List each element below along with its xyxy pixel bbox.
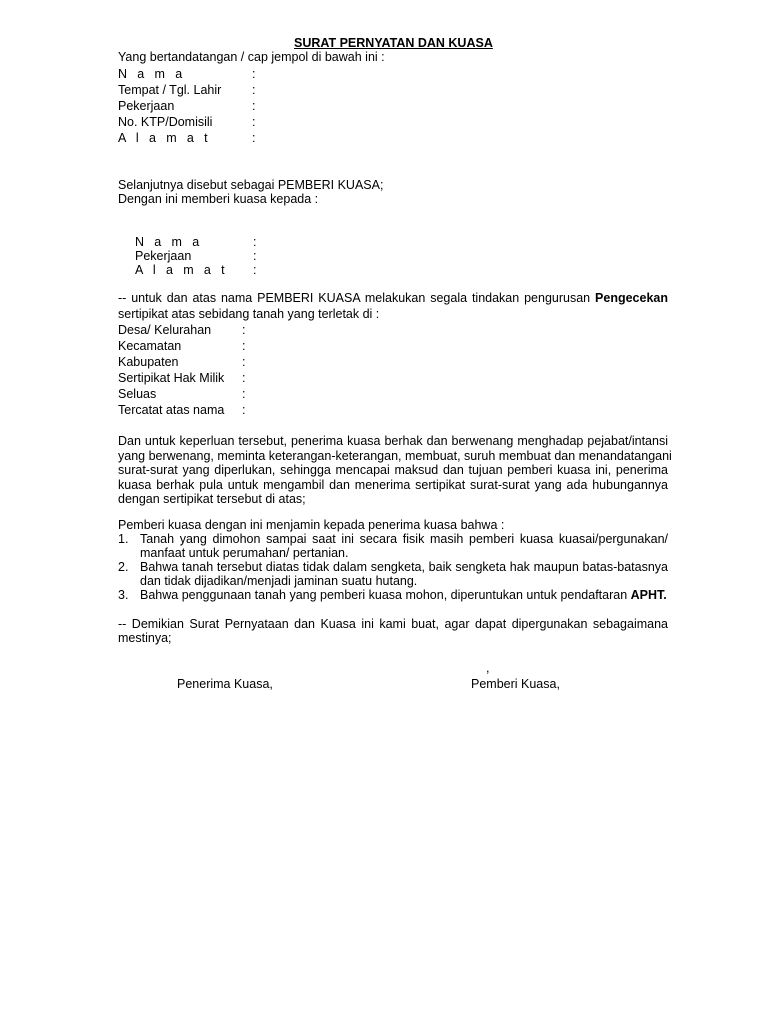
guarantee-2-number: 2. [118,560,129,574]
authority-line-1: Dan untuk keperluan tersebut, penerima kuasa berhak dan berwenang menghadap pejabat/intansi [118,434,668,448]
closing-line-1: -- Demikian Surat Pernyataan dan Kuasa ini kami buat, agar dapat dipergunakan sebagaimana [118,617,668,631]
referred-as-line: Selanjutnya disebut sebagai PEMBERI KUASA; [118,178,384,192]
grantor-job-sep: : [252,99,256,113]
grantor-address-sep: : [252,131,256,145]
document-title: SURAT PERNYATAN DAN KUASA [294,36,493,50]
grantee-name-sep: : [253,235,257,249]
land-certificate-label: Sertipikat Hak Milik [118,371,225,385]
land-district-sep: : [242,339,246,353]
authority-line-4: kuasa berhak pula untuk mengambil dan menerima sertipikat surat-surat yang ada hubungannya [118,477,668,492]
land-owner-sep: : [242,403,246,417]
guarantee-1-line-1: Tanah yang dimohon sampai saat ini secara fisik masih pemberi kuasa kuasai/pergunakan/ [140,532,668,546]
land-regency-label: Kabupaten [118,355,179,369]
receiver-signature-label: Penerima Kuasa, [177,677,273,691]
grantor-birth-label: Tempat / Tgl. Lahir [118,83,222,97]
land-district-label: Kecamatan [118,339,182,353]
grantee-job-label: Pekerjaan [135,249,192,263]
grantor-name-sep: : [252,67,256,81]
grantee-address-label: A l a m a t [135,263,228,277]
grantor-job-label: Pekerjaan [118,99,175,113]
grantor-name-label: N a m a [118,67,186,81]
purpose-line-1 [118,291,668,306]
closing-line-2: mestinya; [118,631,172,645]
grantor-ktp-label: No. KTP/Domisili [118,115,213,129]
land-owner-label: Tercatat atas nama [118,403,225,417]
grantor-ktp-sep: : [252,115,256,129]
grant-line: Dengan ini memberi kuasa kepada : [118,192,319,206]
land-certificate-sep: : [242,371,246,385]
date-comma: , [486,661,490,675]
guarantee-3-bold-term: APHT. [630,588,667,602]
purpose-text: -- untuk dan atas nama PEMBERI KUASA melakukan segala tindakan pengurusan [118,291,591,305]
grantor-address-label: A l a m a t [118,131,211,145]
giver-signature-label: Pemberi Kuasa, [471,677,560,691]
intro-line: Yang bertandatangan / cap jempol di bawah ini : [118,50,385,64]
guarantee-2-line-2: dan tidak dijadikan/menjadi jaminan suatu hutang. [140,574,418,588]
purpose-line-2: sertipikat atas sebidang tanah yang terletak di : [118,307,380,321]
land-area-sep: : [242,387,246,401]
grantee-name-label: N a m a [135,235,203,249]
guarantee-3-number: 3. [118,588,129,602]
grantee-address-sep: : [253,263,257,277]
authority-line-2: yang berwenang, meminta keterangan-keterangan, membuat, suruh membuat dan menandatangani [118,448,672,463]
authority-line-3: surat-surat yang diperlukan, sehingga mencapai maksud dan tujuan pemberi kuasa ini, penerima [118,463,668,477]
land-village-label: Desa/ Kelurahan [118,323,212,337]
guarantee-3-line [140,588,667,603]
guarantee-intro: Pemberi kuasa dengan ini menjamin kepada penerima kuasa bahwa : [118,518,505,532]
land-village-sep: : [242,323,246,337]
authority-line-5: dengan sertipikat tersebut di atas; [118,492,306,506]
land-area-label: Seluas [118,387,157,401]
grantor-birth-sep: : [252,83,256,97]
guarantee-3-text: Bahwa penggunaan tanah yang pemberi kuasa mohon, diperuntukan untuk pendaftaran [140,588,628,602]
land-regency-sep: : [242,355,246,369]
purpose-bold-term: Pengecekan [595,291,668,305]
guarantee-1-line-2: manfaat untuk perumahan/ pertanian. [140,546,349,560]
grantee-job-sep: : [253,249,257,263]
guarantee-1-number: 1. [118,532,129,546]
guarantee-2-line-1: Bahwa tanah tersebut diatas tidak dalam sengketa, baik sengketa hak maupun batas-batasnya [140,560,668,574]
